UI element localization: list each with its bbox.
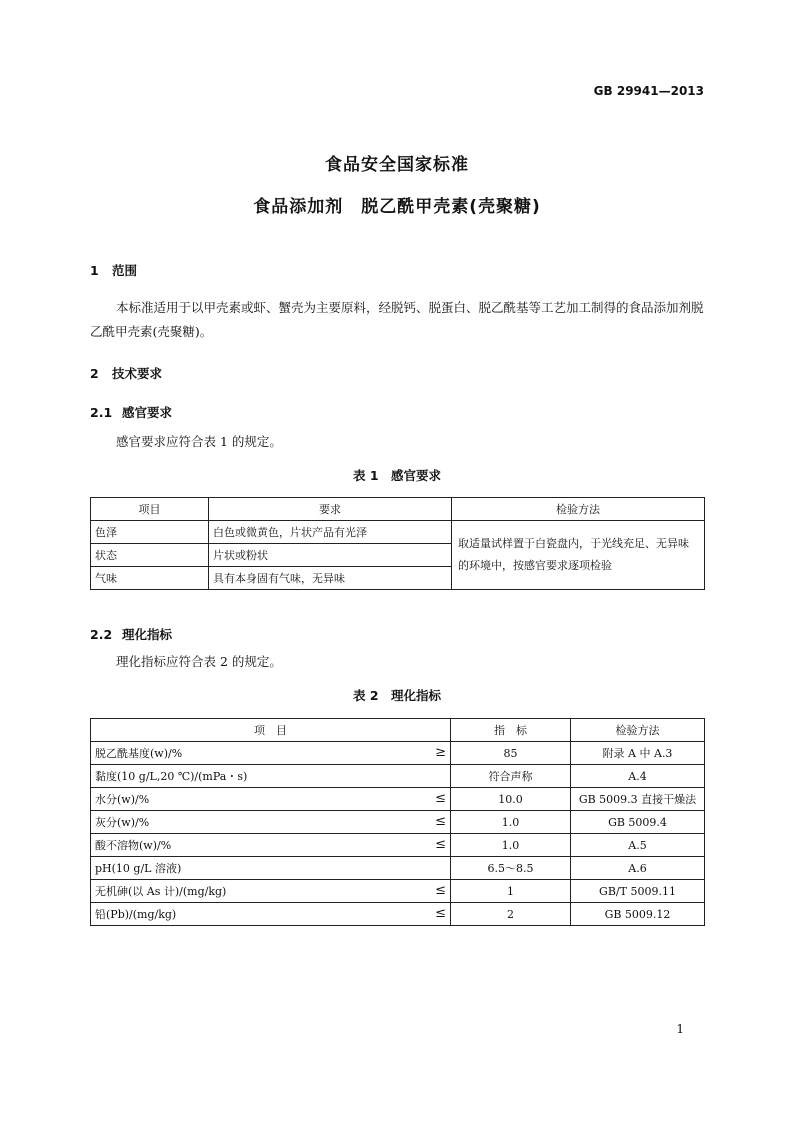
comparison-symbol: ≥ [435,745,446,760]
section-1-text: 本标准适用于以甲壳素或虾、蟹壳为主要原料，经脱钙、脱蛋白、脱乙酰基等工艺加工制得的食品添加剂脱乙酰甲壳素(壳聚糖)。 [90,300,704,339]
method-cell: GB 5009.4 [571,811,705,834]
column-header: 项目 [91,498,209,521]
section-2-1-heading [90,403,172,421]
item-cell: 状态 [91,544,209,567]
item-cell [91,765,451,788]
method-cell: A.5 [571,834,705,857]
column-header: 项 目 [91,719,451,742]
table-header-row [91,498,705,521]
item-label: 黏度(10 g/L,20 ℃)/(mPa・s) [95,770,248,783]
value-cell: 符合声称 [451,765,571,788]
section-title: 感官要求 [122,405,173,420]
table-2-caption: 表 2 理化指标 [352,688,442,703]
item-cell: 色泽 [91,521,209,544]
column-header: 要求 [209,498,452,521]
method-cell: 附录 A 中 A.3 [571,742,705,765]
item-label: 脱乙酰基度(w)/% [95,747,183,760]
item-cell [91,857,451,880]
table-header-row [91,719,705,742]
item-cell [91,811,451,834]
method-cell: A.4 [571,765,705,788]
value-cell: 10.0 [451,788,571,811]
item-cell [91,880,451,903]
item-label: 灰分(w)/% [95,816,150,829]
value-cell: 2 [451,903,571,926]
item-label: 水分(w)/% [95,793,150,806]
section-2-1-text: 感官要求应符合表 1 的规定。 [116,434,282,449]
comparison-symbol: ≤ [435,791,446,806]
table-row [91,903,705,926]
column-header: 指 标 [451,719,571,742]
column-header: 检验方法 [571,719,705,742]
section-1-heading [90,261,137,279]
section-title: 理化指标 [122,627,173,642]
item-label: 铅(Pb)/(mg/kg) [95,908,177,921]
section-number: 2.1 [90,405,113,420]
table-row [91,811,705,834]
item-cell: 气味 [91,567,209,590]
comparison-symbol: ≤ [435,814,446,829]
table-row [91,788,705,811]
value-cell: 6.5～8.5 [451,857,571,880]
requirement-cell: 白色或微黄色，片状产品有光泽 [209,521,452,544]
section-number: 2.2 [90,627,113,642]
comparison-symbol: ≤ [435,906,446,921]
method-cell: GB/T 5009.11 [571,880,705,903]
requirement-cell: 具有本身固有气味，无异味 [209,567,452,590]
physicochemical-table [90,718,705,926]
table-1-caption: 表 1 感官要求 [352,468,442,483]
standard-code: GB 29941—2013 [593,84,704,98]
item-cell [91,788,451,811]
table-row [91,834,705,857]
method-cell: A.6 [571,857,705,880]
comparison-symbol: ≤ [435,837,446,852]
table-row [91,857,705,880]
table-row [91,521,705,544]
value-cell: 85 [451,742,571,765]
comparison-symbol: ≤ [435,883,446,898]
value-cell: 1.0 [451,811,571,834]
section-2-2-text: 理化指标应符合表 2 的规定。 [116,654,282,669]
section-number: 2 [90,366,99,381]
requirement-cell: 片状或粉状 [209,544,452,567]
table-row [91,742,705,765]
column-header: 检验方法 [452,498,705,521]
method-cell: GB 5009.3 直接干燥法 [571,788,705,811]
item-cell [91,742,451,765]
item-label: 无机砷(以 As 计)/(mg/kg) [95,885,227,898]
section-number: 1 [90,263,99,278]
value-cell: 1 [451,880,571,903]
section-title: 范围 [112,263,138,278]
method-cell: GB 5009.12 [571,903,705,926]
table-row [91,880,705,903]
document-title: 食品安全国家标准 [325,155,469,175]
item-cell [91,834,451,857]
section-2-2-heading [90,625,172,643]
page-number: 1 [676,1022,684,1036]
section-title: 技术要求 [112,366,163,381]
item-label: 酸不溶物(w)/% [95,839,172,852]
section-2-heading [90,364,162,382]
item-cell [91,903,451,926]
value-cell: 1.0 [451,834,571,857]
sensory-table [90,497,705,590]
table-row [91,765,705,788]
item-label: pH(10 g/L 溶液) [95,862,182,875]
document-subtitle: 食品添加剂 脱乙酰甲壳素(壳聚糖) [253,197,541,217]
method-cell: 取适量试样置于白瓷盘内，于光线充足、无异味的环境中，按感官要求逐项检验 [452,521,705,590]
